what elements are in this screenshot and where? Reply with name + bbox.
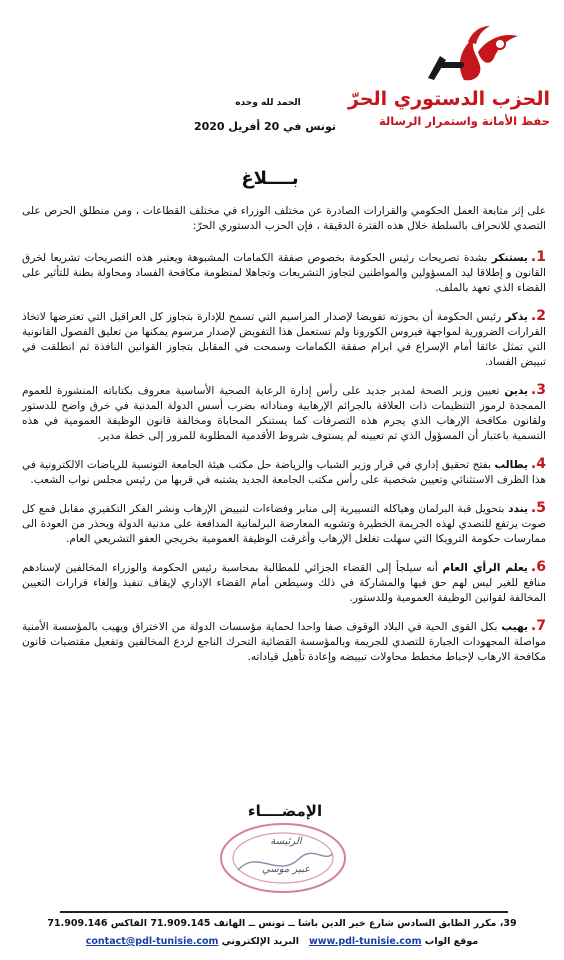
document-title: بــــلاغ [241, 168, 299, 189]
communique-body [22, 204, 546, 678]
item-number: 4. [530, 456, 546, 472]
item-text: أنه سيلجأ إلى القضاء الجزائي للمطالبة بمحاسبة رئيس الحكومة والوزراء المخالفين لإسنادهم منافع للغير ليس لهم حق فيها والمشاركة في ذلك وسيطعن أمام القضاء الإداري لإيقاف تنفيذ وإلغاء قرارات التعيين المخالفة لقوانين الوظيفة العمومية وللدستور. [22, 562, 546, 604]
item-verb: يستنكر [491, 252, 528, 264]
footer-divider [60, 911, 508, 913]
document-date: تونس في 20 أفريل 2020 [193, 120, 337, 133]
list-item [22, 619, 546, 665]
signatory-role: الرئيسة [270, 836, 302, 847]
item-text: بكل القوى الحية في البلاد الوقوف صفا واحدا لحماية مؤسسات الدولة من الاختراق ويهيب بالمؤسسة الأمنية مواصلة المجهودات الجبارة للتصدي للجريمة وبالمؤسسة القضائية التحرك الناجع لردع المخالفين وتفعيل مقتضيات قانون مكافحة الارهاب لإحباط مخطط محاولات تبييضه وإعادة تأهيل قياداته. [22, 621, 546, 663]
item-text: رئيس الحكومة أن بحوزته تفويضا لإصدار المراسيم التي تسمح للإدارة بتجاوز كل العراقيل التي تعترضها لاتخاذ القرارات الضرورية لمواجهة فيروس الكورونا ولم تستعمل هذا التفويض لإصدار مرسوم يمكنها من تعليق الفصول القانونية التي تمثل عائقا أمام الإسراع في ابرام صفقة الكمامات وسمحت في المقابل بتجاوز القوانين النافذة ثم انطلقت في تبييض الفساد. [22, 311, 546, 368]
list-item [22, 560, 546, 606]
item-number: 2. [530, 308, 546, 324]
item-verb: يدين [504, 385, 528, 397]
item-verb: يعلم الرأي العام [442, 562, 528, 574]
item-text: تعيين وزير الصحة لمدير جديد على رأس إدارة الرعاية الصحية الأساسية معروف بكتاباته المنشورة للعموم الممجدة لرموز التنظيمات ذات العلاقة بالجرائم الإرهابية ومناداته بضرب أسس الدولة المدنية في خرق واضح للدستور ولقانون مكافحة الإرهاب الذي يجرم هذه التصرفات كما يستنكر المحاباة ومخالفة قانون الوظيفة العمومية في هذه التسمية باعتبار أن المسؤول الذي تم تعيينه لم يستوف شروط الأقدمية المطلوبة للمرور إلى خطة مدير. [22, 385, 546, 442]
email-label: البريد الإلكتروني [221, 936, 300, 947]
website-link[interactable]: www.pdl-tunisie.com [309, 936, 422, 947]
list-item [22, 383, 546, 444]
party-name: الحزب الدستوري الحرّ [348, 88, 550, 110]
party-slogan: حفظ الأمانة واستمرار الرسالة [379, 114, 550, 128]
item-number: 1. [530, 249, 546, 265]
signature-label: الإمضــــاء [247, 802, 323, 820]
item-number: 5. [530, 500, 546, 516]
email-link[interactable]: contact@pdl-tunisie.com [85, 936, 219, 947]
item-number: 3. [530, 382, 546, 398]
list-item [22, 250, 546, 296]
opening-invocation: الحمد لله وحده [235, 98, 301, 108]
item-number: 6. [530, 559, 546, 575]
signatory-name: عبير موسي [262, 864, 310, 875]
item-number: 7. [530, 618, 546, 634]
item-verb: يهيب [501, 621, 528, 633]
item-text: بفتح تحقيق إداري في قرار وزير الشباب والرياضة حل مكتب هيئة الجامعة التونسية للرياضات الالكترونية في هذا الظرف الاستثنائي وتعيين شخصية على رأس مكتب الجامعة الجديد يشتبه في قربها من رئيس مجلس نواب الشعب. [22, 459, 546, 486]
list-item [22, 309, 546, 370]
website-label: موقع الواب [424, 936, 479, 947]
official-stamp-icon [208, 818, 358, 896]
item-verb: يذكر [505, 311, 528, 323]
intro-paragraph: على إثر متابعة العمل الحكومي والقرارات الصادرة عن مختلف الوزراء في مختلف القطاعات ، ومن منطلق الحرص على التصدي للانحراف بالسلطة خلال هذه الفترة الدقيقة ، فإن الحزب الدستوري الحرّ: [22, 205, 546, 232]
party-logo [348, 22, 550, 137]
item-text: بتحويل قبة البرلمان وهياكله التسييرية إلى منابر وفضاءات لتبييض الإرهاب ونشر الفكر التكفيري مقابل قمع كل صوت يرتفع للتصدي لهذه الجريمة الخطيرة وتشويه المعارضة البرلمانية المدافعة على مدنية الدولة ويحذر من العودة الى ممارسات حكومة الترويكا التي سهلت تغلغل الإرهاب وأغرقت الوظيفة العمومية بخريجي العفو التشريعي العام. [22, 503, 546, 545]
list-item [22, 457, 546, 488]
footer-address: 39، مكرر الطابق السادس شارع خير الدين باشا ــ تونس ــ الهاتف 71.909.145 الفاكس 71.909.146 [47, 918, 517, 929]
torch-logo-icon [420, 22, 530, 86]
list-item [22, 501, 546, 547]
footer-contacts [40, 936, 524, 947]
item-text: بشدة تصريحات رئيس الحكومة بخصوص صفقة الكمامات المشبوهة ويعتبر هذه التصريحات تشريعا لخرق القانون و إطلاقا ليد المسؤولين والمواطنين لتجاوز التشريعات وتجاهلا لمنظومة مكافحة الفساد ومحاولة بطنة للتأثير على القضاء الذي تعهد بالملف. [22, 252, 546, 294]
item-verb: يندد [508, 503, 528, 515]
item-verb: يطالب [494, 459, 528, 471]
